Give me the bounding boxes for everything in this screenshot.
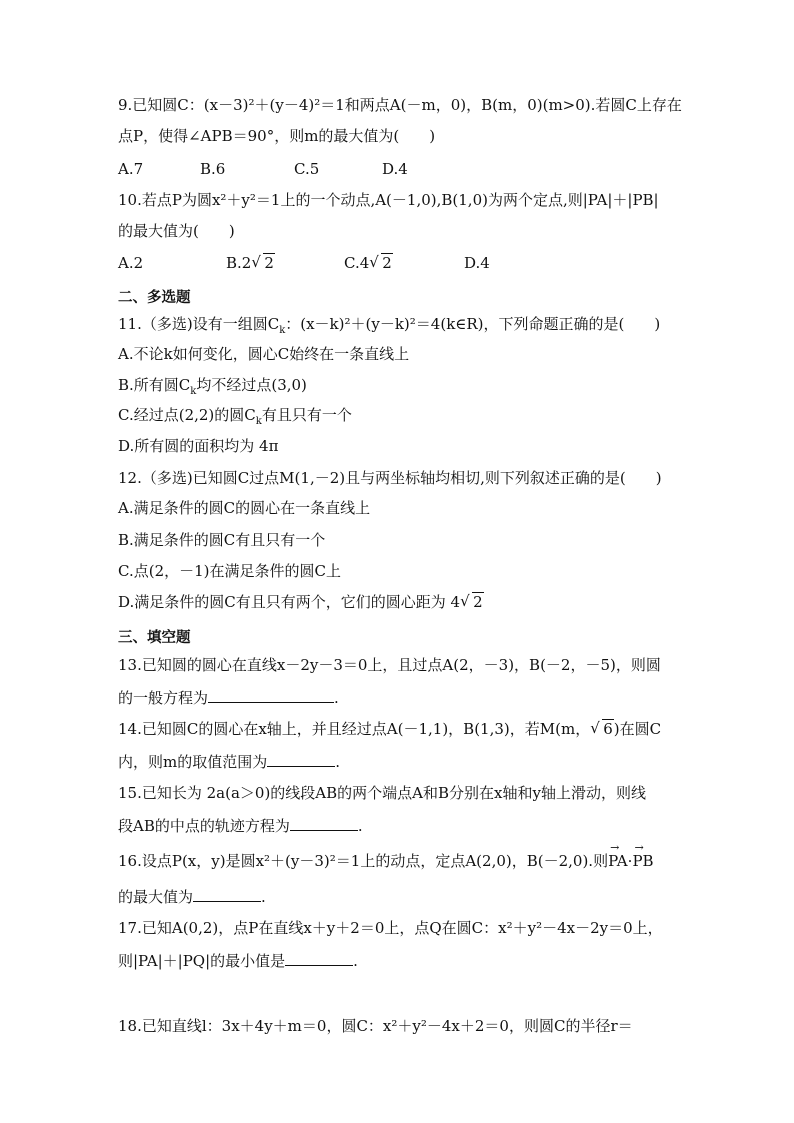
q16-line2: 的最大值为 . bbox=[118, 888, 266, 906]
q11-line1: 11.（多选)设有一组圆$C_k$：(x－k)²＋(y－k)²＝4(k∈R)，下列命题正确的是( ) bbox=[118, 315, 661, 336]
q11-option-c: C.经过点(2,2)的圆$C_k$有且只有一个 bbox=[118, 406, 352, 427]
answer-blank bbox=[290, 815, 358, 831]
q12-line1: 12.（多选)已知圆C过点M(1,－2)且与两坐标轴均相切,则下列叙述正确的是( ) bbox=[118, 469, 662, 487]
vector-pb: → PB bbox=[632, 851, 653, 871]
answer-blank bbox=[208, 687, 334, 703]
q10-line1: 10.若点P为圆x²＋y²＝1上的一个动点,A(－1,0),B(1,0)为两个定点,则|PA|＋|PB| bbox=[118, 191, 659, 209]
q11-option-b: B.所有圆$C_k$均不经过点(3,0) bbox=[118, 376, 307, 397]
sqrt-symbol: √ 2 bbox=[460, 592, 483, 611]
q9-line1: 9.已知圆C：(x－3)²＋(y－4)²＝1和两点A(－m，0)，B(m，0)(m>0).若圆C上存在 bbox=[118, 96, 682, 114]
q12-option-d: D.满足条件的圆C有且只有两个，它们的圆心距为 4 √ 2 bbox=[118, 592, 483, 611]
answer-blank bbox=[285, 950, 353, 966]
section-heading-fill-blank: 三、填空题 bbox=[118, 630, 191, 646]
q13-line2: 的一般方程为 . bbox=[118, 689, 339, 707]
q10-option-c: C.4 √ 2 bbox=[344, 253, 392, 272]
answer-blank bbox=[193, 886, 261, 902]
q12-option-a: A.满足条件的圆C的圆心在一条直线上 bbox=[118, 499, 371, 517]
q10-option-b: B.2 √ 2 bbox=[226, 253, 274, 272]
q13-line1: 13.已知圆的圆心在直线x－2y－3＝0上，且过点A(2，－3)，B(－2，－5)，则圆 bbox=[118, 656, 661, 674]
q9-option-c: C.5 bbox=[294, 160, 320, 178]
q10-line2: 的最大值为( ) bbox=[118, 222, 235, 240]
vector-pa: → PA bbox=[608, 851, 628, 871]
q9-line2: 点P，使得∠APB＝90°，则m的最大值为( ) bbox=[118, 127, 436, 145]
q14-line2: 内，则m的取值范围为 . bbox=[118, 753, 341, 771]
q10-option-a: A.2 bbox=[118, 254, 144, 272]
q11-option-a: A.不论k如何变化，圆心C始终在一条直线上 bbox=[118, 345, 410, 363]
q10-option-d: D.4 bbox=[464, 254, 490, 272]
q16-line1: 16.设点P(x，y)是圆x²＋(y－3)²＝1上的动点，定点A(2,0)，B(－2,0).则→ PA·→ PB bbox=[118, 851, 654, 871]
q9-option-b: B.6 bbox=[200, 160, 226, 178]
q9-option-d: D.4 bbox=[382, 160, 408, 178]
answer-blank bbox=[267, 751, 335, 767]
section-heading-multi-choice: 二、多选题 bbox=[118, 290, 191, 306]
sqrt-symbol: √ 6 bbox=[590, 719, 613, 738]
q12-option-c: C.点(2，－1)在满足条件的圆C上 bbox=[118, 562, 341, 580]
q14-line1: 14.已知圆C的圆心在x轴上，并且经过点A(－1,1)，B(1,3)，若M(m， √ 6)在圆C bbox=[118, 719, 662, 738]
q12-option-b: B.满足条件的圆C有且只有一个 bbox=[118, 531, 326, 549]
q15-line1: 15.已知长为 2a(a＞0)的线段AB的两个端点A和B分别在x轴和y轴上滑动，则线 bbox=[118, 784, 646, 802]
q11-option-d: D.所有圆的面积均为 4π bbox=[118, 437, 279, 455]
q15-line2: 段AB的中点的轨迹方程为 . bbox=[118, 817, 363, 835]
q9-option-a: A.7 bbox=[118, 160, 144, 178]
sqrt-symbol: √ 2 bbox=[369, 253, 392, 272]
q17-line1: 17.已知A(0,2)，点P在直线x＋y＋2＝0上，点Q在圆C：x²＋y²－4x－2y＝0上， bbox=[118, 919, 663, 937]
q17-line2: 则|PA|＋|PQ|的最小值是 . bbox=[118, 952, 358, 970]
sqrt-symbol: √ 2 bbox=[251, 253, 274, 272]
q18-line1: 18.已知直线l：3x＋4y＋m＝0，圆C：x²＋y²－4x＋2＝0，则圆C的半径r＝ bbox=[118, 1017, 633, 1035]
